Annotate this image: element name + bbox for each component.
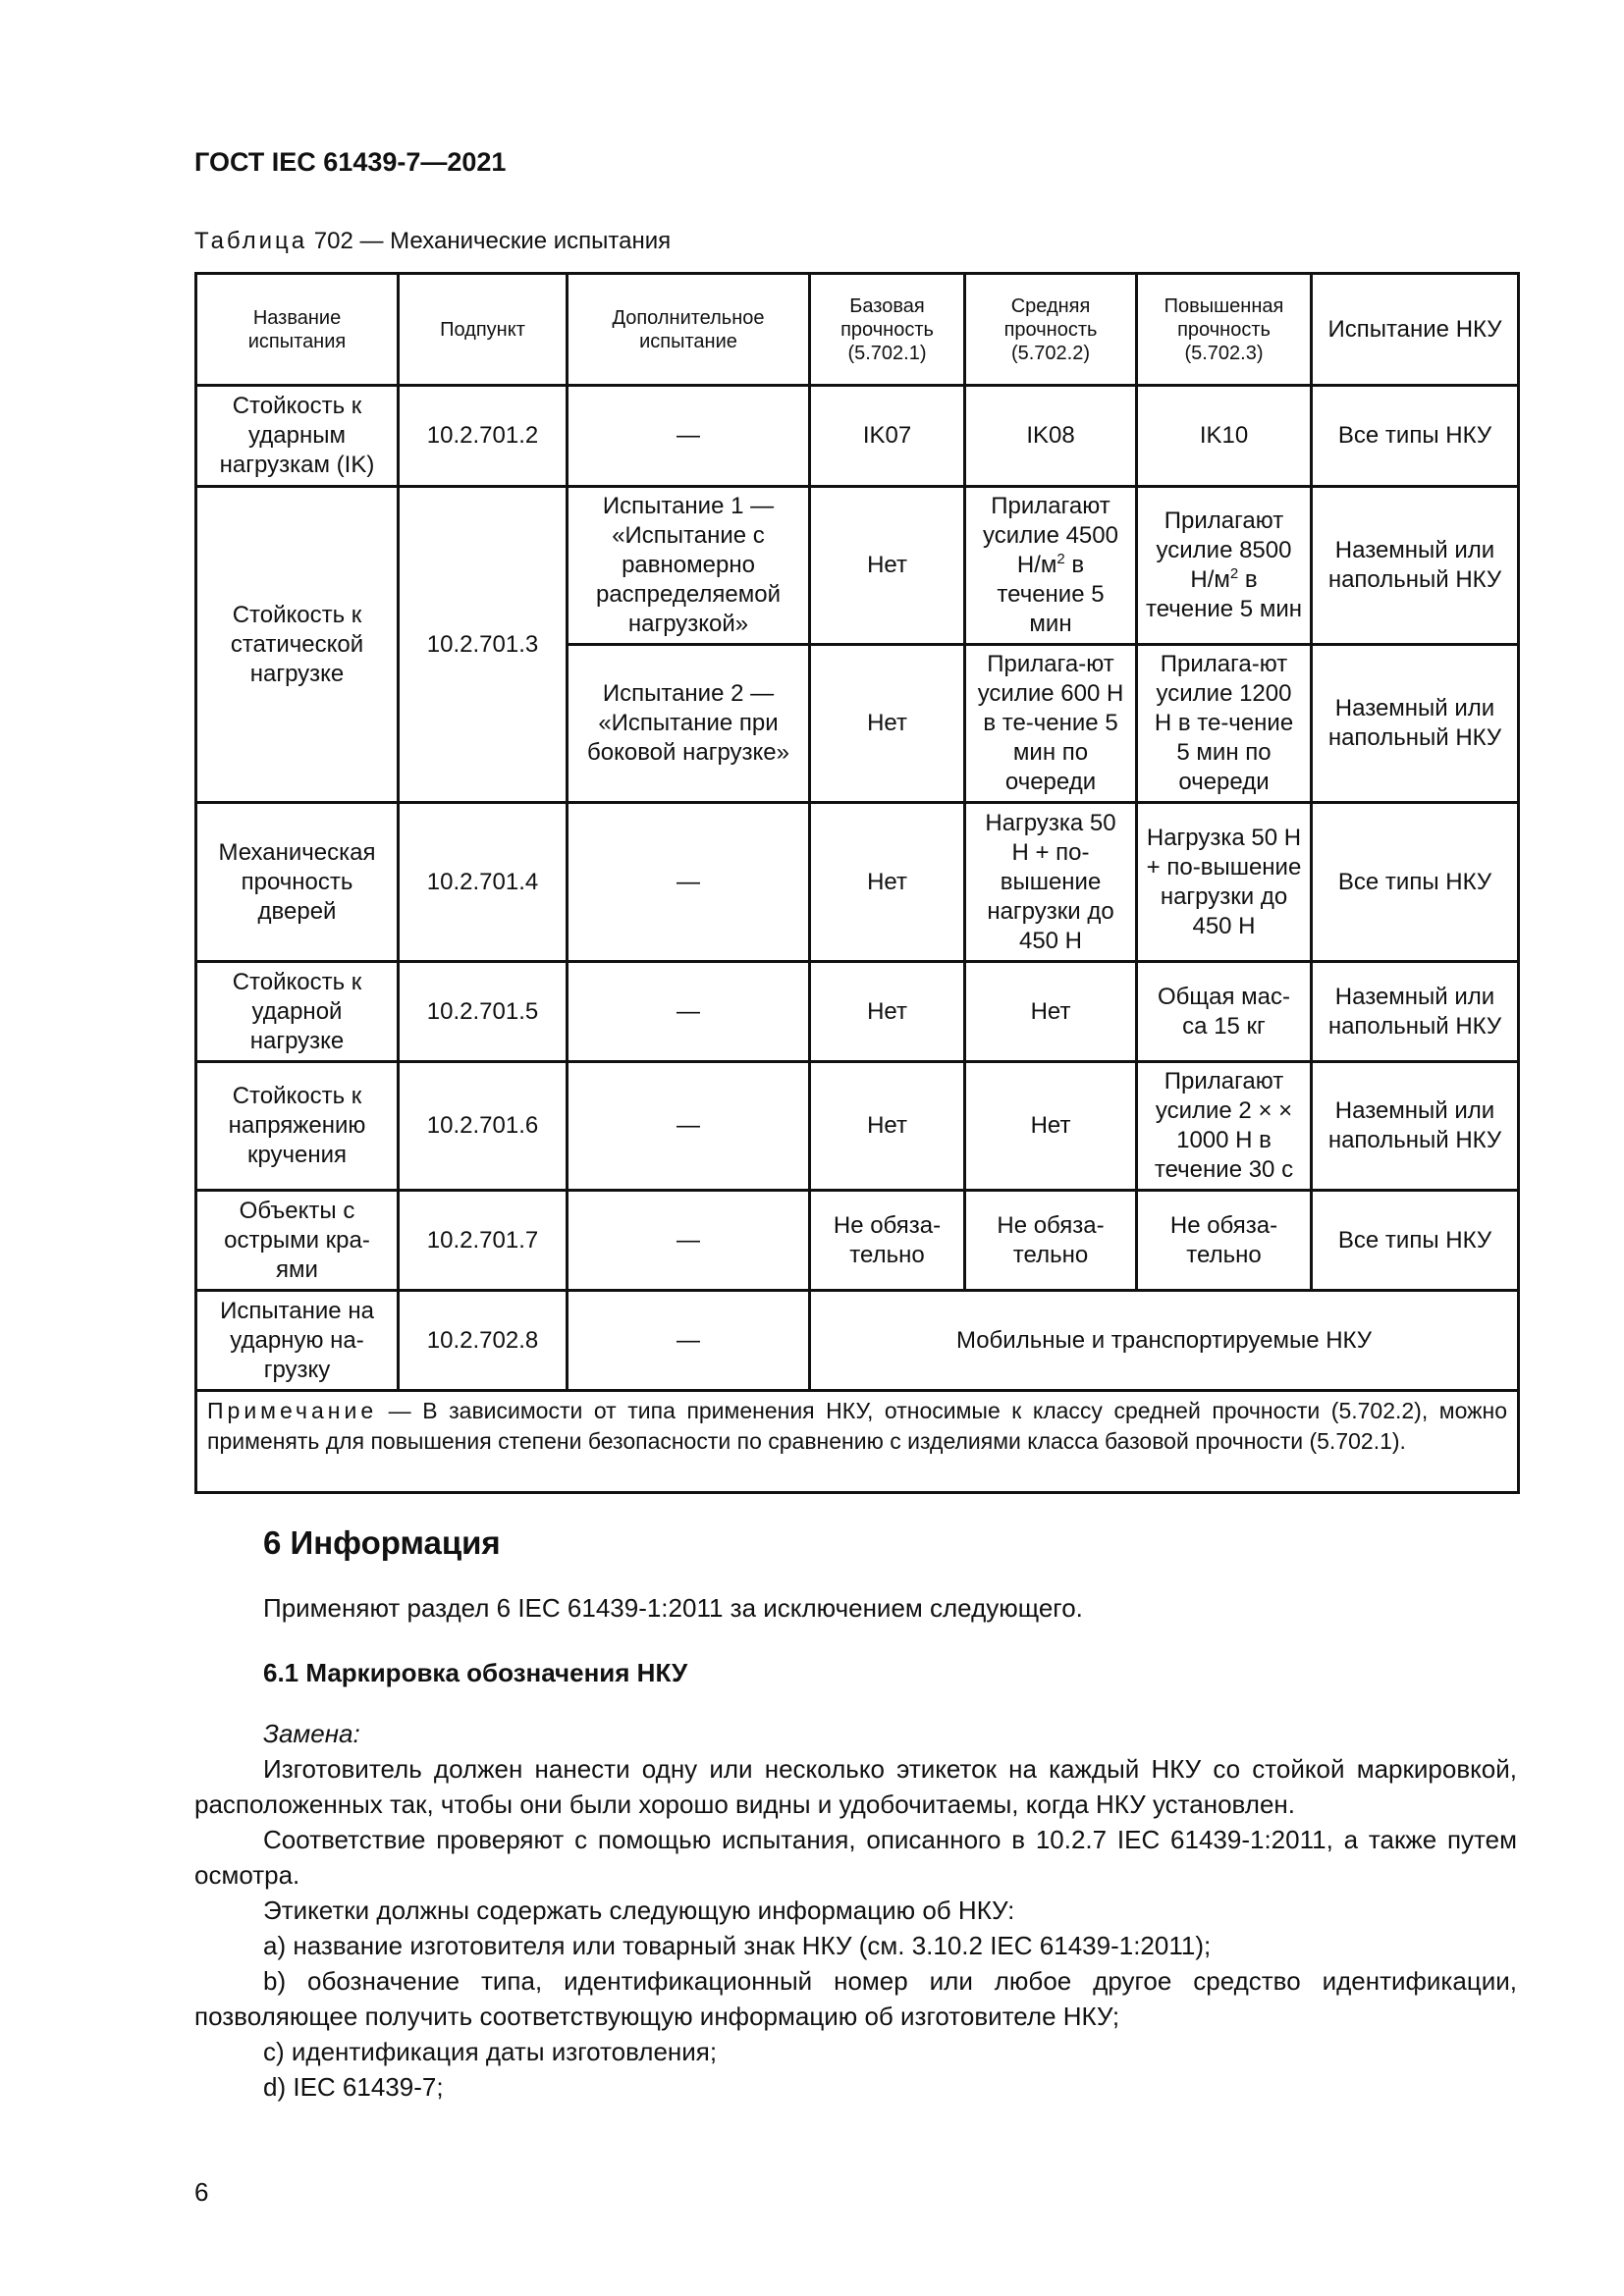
cell-high-strength: IK10 [1137, 386, 1312, 487]
cell-subclause: 10.2.701.5 [399, 962, 568, 1062]
cell-additional-test: Испытание 2 — «Испытание при боковой нагрузке» [568, 645, 810, 803]
superscript-exponent: 2 [1229, 565, 1239, 582]
table-caption-text: 702 — Механические испытания [307, 228, 672, 254]
header-medium-strength: Средняя прочность (5.702.2) [965, 274, 1137, 386]
header-high-strength: Повышенная прочность (5.702.3) [1137, 274, 1312, 386]
cell-high-strength: Прилага-ют усилие 1200 Н в те-чение 5 мин по очереди [1137, 645, 1312, 803]
mechanical-tests-table [194, 272, 1520, 1494]
table-row [196, 386, 1519, 487]
medium-strength-text: Прилагают усилие 4500 Н/м [983, 493, 1118, 578]
section-title: 6 Информация [263, 1524, 501, 1561]
header-subclause: Подпункт [399, 274, 568, 386]
table-row [196, 803, 1519, 962]
cell-nku-test: Наземный или напольный НКУ [1312, 962, 1519, 1062]
table-row [196, 487, 1519, 645]
cell-subclause: 10.2.701.6 [399, 1062, 568, 1191]
high-strength-text: Прилагают усилие 8500 Н/м [1156, 507, 1292, 593]
cell-medium-strength: Прилага-ют усилие 600 Н в те-чение 5 мин по очереди [965, 645, 1137, 803]
table-note-label: Примечание [207, 1398, 378, 1423]
cell-additional-test: — [568, 1191, 810, 1291]
replace-label: Замена: [263, 1719, 360, 1748]
cell-medium-strength: IK08 [965, 386, 1137, 487]
cell-test-name: Испытание на ударную на-грузку [196, 1291, 399, 1391]
page-number: 6 [194, 2177, 209, 2207]
cell-high-strength: Общая мас-са 15 кг [1137, 962, 1312, 1062]
cell-high-strength [1137, 487, 1312, 645]
table-caption-label: Таблица [194, 228, 308, 254]
table-row [196, 1062, 1519, 1191]
cell-nku-test: Наземный или напольный НКУ [1312, 645, 1519, 803]
cell-test-name: Механическая прочность дверей [196, 803, 399, 962]
cell-basic-strength: Нет [810, 1062, 965, 1191]
list-item: c) идентификация даты изготовления; [263, 2037, 718, 2066]
subsection-title: 6.1 Маркировка обозначения НКУ [263, 1658, 688, 1687]
cell-subclause: 10.2.701.4 [399, 803, 568, 962]
cell-test-name: Объекты с острыми кра-ями [196, 1191, 399, 1291]
cell-medium-strength: Нет [965, 1062, 1137, 1191]
cell-medium-strength: Нет [965, 962, 1137, 1062]
cell-high-strength: Прилагают усилие 2 × × 1000 Н в течение 30 с [1137, 1062, 1312, 1191]
list-item: d) IEC 61439-7; [263, 2072, 444, 2102]
header-basic-strength: Базовая прочность (5.702.1) [810, 274, 965, 386]
table-note-row [196, 1391, 1519, 1493]
table-row [196, 1291, 1519, 1391]
cell-subclause: 10.2.701.7 [399, 1191, 568, 1291]
cell-merged-applicability: Мобильные и транспортируемые НКУ [810, 1291, 1519, 1391]
cell-basic-strength: Не обяза-тельно [810, 1191, 965, 1291]
cell-additional-test: — [568, 962, 810, 1062]
cell-test-name: Стойкость к ударной нагрузке [196, 962, 399, 1062]
paragraph-compliance: Соответствие проверяют с помощью испытания, описанного в 10.2.7 IEC 61439-1:2011, а также путем осмотра. [194, 1825, 1517, 1890]
cell-test-name: Стойкость к ударным нагрузкам (IK) [196, 386, 399, 487]
list-item: b) обозначение типа, идентификационный номер или любое другое средство идентификации, позволяющее получить соответствующую информацию об изготовителе НКУ; [194, 1966, 1517, 2031]
cell-subclause: 10.2.701.2 [399, 386, 568, 487]
cell-additional-test: — [568, 1291, 810, 1391]
cell-additional-test: — [568, 386, 810, 487]
cell-subclause: 10.2.701.3 [399, 487, 568, 803]
cell-test-name: Стойкость к статической нагрузке [196, 487, 399, 803]
header-additional-test: Дополнительное испытание [568, 274, 810, 386]
table-header-row [196, 274, 1519, 386]
document-code-header: ГОСТ IEC 61439-7—2021 [194, 147, 507, 177]
superscript-exponent: 2 [1056, 551, 1065, 567]
cell-high-strength: Нагрузка 50 Н + по-вышение нагрузки до 450 Н [1137, 803, 1312, 962]
cell-nku-test: Наземный или напольный НКУ [1312, 487, 1519, 645]
cell-test-name: Стойкость к напряжению кручения [196, 1062, 399, 1191]
paragraph-labels: Изготовитель должен нанести одну или несколько этикеток на каждый НКУ со стойкой маркировкой, расположенных так, чтобы они были хорошо видны и удобочитаемы, когда НКУ установлен. [194, 1754, 1517, 1819]
table-note [196, 1391, 1519, 1493]
cell-basic-strength: Нет [810, 487, 965, 645]
high-strength-text-end: в течение 5 мин [1146, 566, 1302, 622]
cell-additional-test: Испытание 1 — «Испытание с равномерно распределяемой нагрузкой» [568, 487, 810, 645]
header-test-name: Название испытания [196, 274, 399, 386]
cell-basic-strength: Нет [810, 645, 965, 803]
cell-basic-strength: IK07 [810, 386, 965, 487]
header-nku-test: Испытание НКУ [1312, 274, 1519, 386]
cell-medium-strength: Нагрузка 50 Н + по-вышение нагрузки до 450 Н [965, 803, 1137, 962]
cell-high-strength: Не обяза-тельно [1137, 1191, 1312, 1291]
cell-nku-test: Все типы НКУ [1312, 803, 1519, 962]
section-intro: Применяют раздел 6 IEC 61439-1:2011 за исключением следующего. [263, 1593, 1083, 1623]
list-item: a) название изготовителя или товарный знак НКУ (см. 3.10.2 IEC 61439-1:2011); [263, 1931, 1212, 1960]
cell-medium-strength [965, 487, 1137, 645]
cell-nku-test: Все типы НКУ [1312, 1191, 1519, 1291]
medium-strength-text-end: в течение 5 мин [997, 552, 1105, 637]
paragraph-label-contents: Этикетки должны содержать следующую информацию об НКУ: [263, 1896, 1015, 1925]
table-caption [194, 228, 671, 255]
cell-subclause: 10.2.702.8 [399, 1291, 568, 1391]
cell-basic-strength: Нет [810, 803, 965, 962]
table-row [196, 1191, 1519, 1291]
cell-medium-strength: Не обяза-тельно [965, 1191, 1137, 1291]
cell-additional-test: — [568, 803, 810, 962]
table-row [196, 962, 1519, 1062]
cell-additional-test: — [568, 1062, 810, 1191]
table-note-text: — В зависимости от типа применения НКУ, относимые к классу средней прочности (5.702.2), можно применять для повышения степени безопасности по сравнению с изделиями класса базовой прочности (5.702.1). [207, 1398, 1507, 1454]
cell-nku-test: Все типы НКУ [1312, 386, 1519, 487]
cell-nku-test: Наземный или напольный НКУ [1312, 1062, 1519, 1191]
cell-basic-strength: Нет [810, 962, 965, 1062]
